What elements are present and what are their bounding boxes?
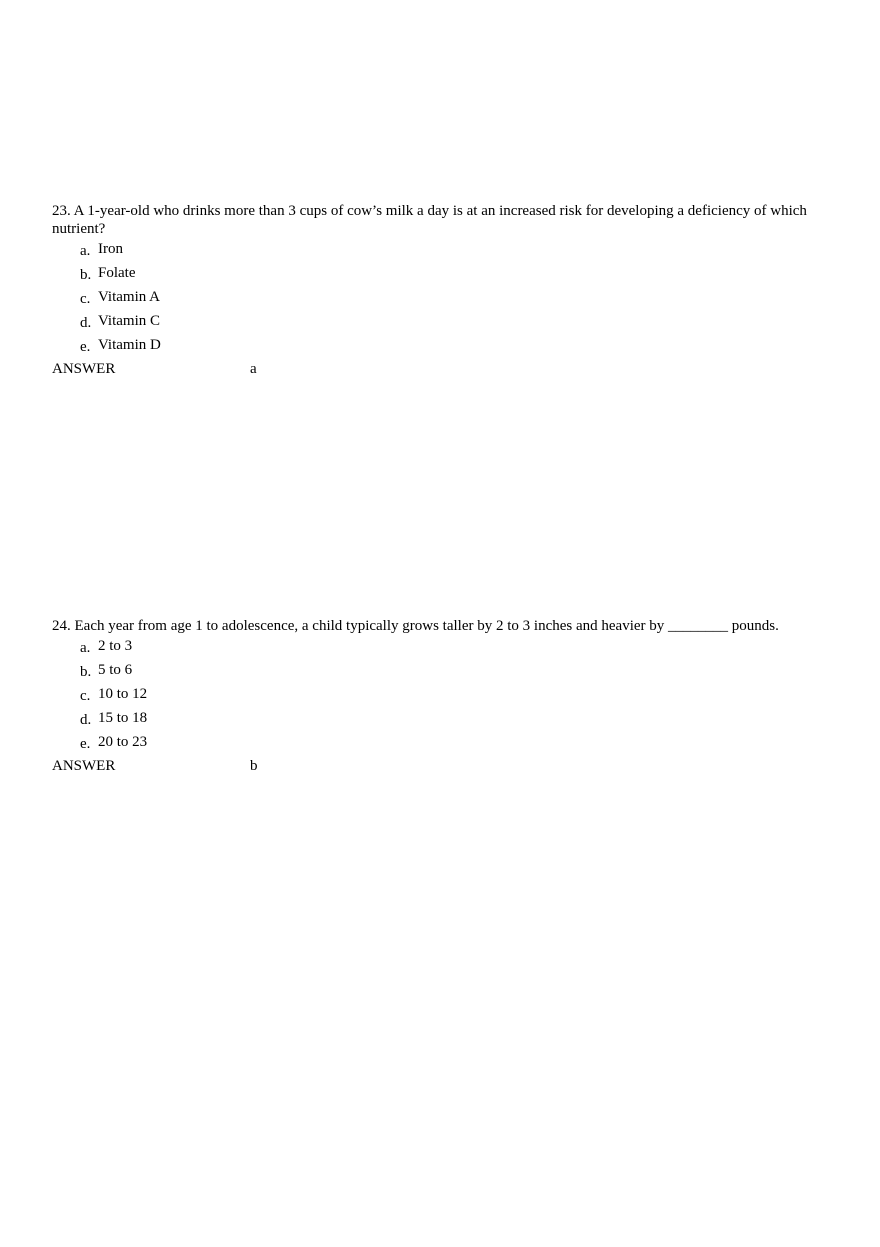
option-text: Vitamin C xyxy=(98,313,161,329)
option-letter: b. xyxy=(80,664,92,680)
option-text: 2 to 3 xyxy=(98,638,133,654)
answer-value: a xyxy=(250,361,257,377)
answer-label: ANSWER xyxy=(52,361,116,377)
option-letter: d. xyxy=(80,712,92,728)
option-letter: e. xyxy=(80,339,91,355)
option-text: Vitamin D xyxy=(98,337,161,353)
question-stem: 23. A 1-year-old who drinks more than 3 cups of cow’s milk a day is at an increased risk for developing a deficiency of which nutrient? xyxy=(52,203,807,237)
answer-row xyxy=(52,358,842,380)
question-23 xyxy=(52,202,842,380)
option-letter: e. xyxy=(80,736,91,752)
option-a xyxy=(52,238,842,262)
option-letter: c. xyxy=(80,291,91,307)
option-text: 20 to 23 xyxy=(98,734,148,750)
option-letter: b. xyxy=(80,267,92,283)
option-letter: a. xyxy=(80,243,91,259)
option-c xyxy=(52,683,842,707)
option-a xyxy=(52,635,842,659)
option-d xyxy=(52,707,842,731)
answer-row xyxy=(52,755,842,777)
option-b xyxy=(52,659,842,683)
option-list xyxy=(52,635,842,755)
option-letter: d. xyxy=(80,315,92,331)
option-c xyxy=(52,286,842,310)
option-text: Iron xyxy=(98,241,123,257)
option-letter: c. xyxy=(80,688,91,704)
option-text: 5 to 6 xyxy=(98,662,133,678)
option-text: 10 to 12 xyxy=(98,686,148,702)
option-e xyxy=(52,731,842,755)
option-letter: a. xyxy=(80,640,91,656)
option-b xyxy=(52,262,842,286)
answer-value: b xyxy=(250,758,258,774)
option-text: 15 to 18 xyxy=(98,710,148,726)
option-d xyxy=(52,310,842,334)
question-stem: 24. Each year from age 1 to adolescence, a child typically grows taller by 2 to 3 inches and heavier by ________ pounds. xyxy=(52,618,779,634)
option-text: Vitamin A xyxy=(98,289,161,305)
option-e xyxy=(52,334,842,358)
question-24 xyxy=(52,617,842,777)
answer-label: ANSWER xyxy=(52,758,116,774)
option-text: Folate xyxy=(98,265,136,281)
option-list xyxy=(52,238,842,358)
